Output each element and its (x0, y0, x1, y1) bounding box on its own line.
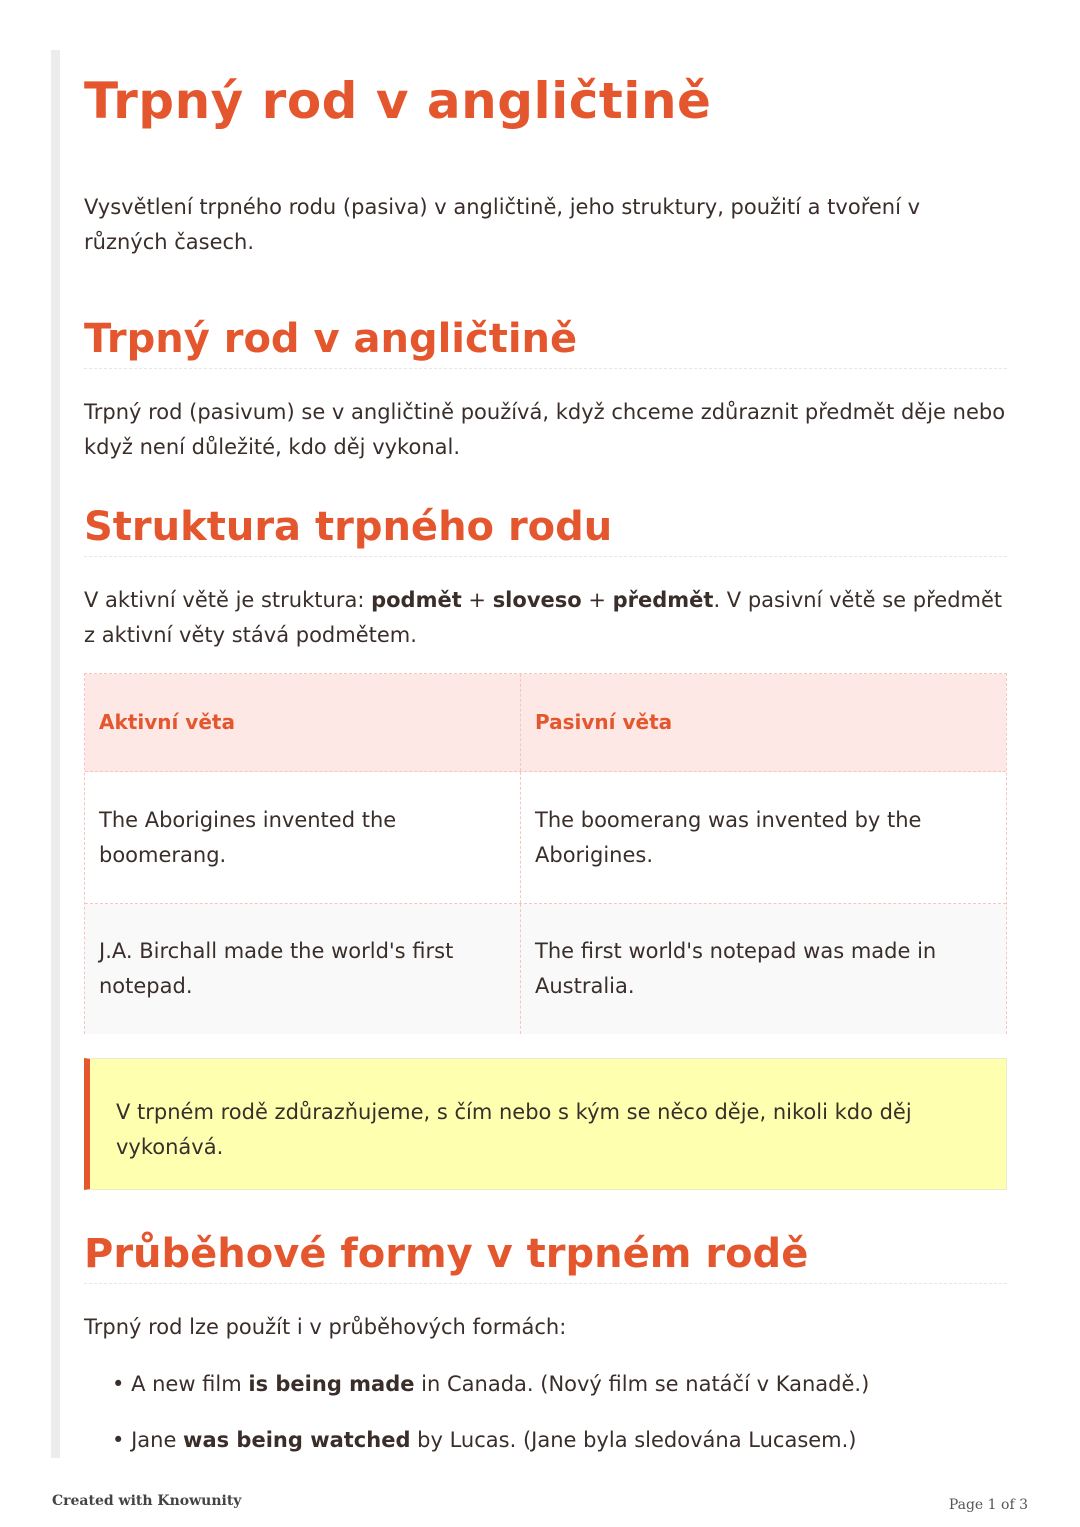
structure-bold-verb: sloveso (492, 588, 582, 612)
table-row (85, 772, 1006, 904)
left-accent-bar (51, 50, 60, 1458)
footer-created-with: Created with Knowunity (52, 1493, 242, 1509)
table-cell: The first world's notepad was made in Australia. (535, 939, 937, 998)
list-item-text: in Canada. (Nový film se natáčí v Kanadě.) (414, 1372, 870, 1396)
structure-text-part: + (461, 588, 493, 612)
page-title: Trpný rod v angličtině (84, 72, 712, 130)
list-item-text: by Lucas. (Jane byla sledována Lucasem.) (410, 1428, 857, 1452)
table-header-row (85, 674, 1006, 772)
section-passive-text: Trpný rod (pasivum) se v angličtině používá, když chceme zdůraznit předmět děje nebo když není důležité, kdo děj vykonal. (84, 400, 1006, 459)
footer-page-number: Page 1 of 3 (948, 1497, 1028, 1513)
section-progressive-text: Trpný rod lze použít i v průběhových formách: (84, 1315, 567, 1339)
table-cell: J.A. Birchall made the world's first notepad. (85, 904, 521, 1034)
highlight-note: V trpném rodě zdůrazňujeme, s čím nebo s kým se něco děje, nikoli kdo děj vykonává. (84, 1058, 1007, 1190)
section-heading-structure: Struktura trpného rodu (84, 504, 1007, 557)
comparison-table (84, 673, 1007, 1034)
structure-text-part: + (581, 588, 613, 612)
structure-text-part: . V pasivní větě se předmět z aktivní věty stává podmětem. (84, 588, 1003, 647)
list-item-bold: was being watched (183, 1428, 411, 1452)
list-item-text: A new film (124, 1372, 249, 1396)
example-list (112, 1367, 992, 1479)
list-item (112, 1423, 992, 1458)
structure-bold-object: předmět (612, 588, 714, 612)
section-heading-passive: Trpný rod v angličtině (84, 316, 1007, 369)
table-header-passive: Pasivní věta (535, 710, 673, 734)
table-cell: The boomerang was invented by the Aborigines. (535, 807, 922, 867)
table-header-active: Aktivní věta (85, 674, 521, 771)
list-item-bold: is being made (248, 1372, 415, 1396)
intro-paragraph: Vysvětlení trpného rodu (pasiva) v angličtině, jeho struktury, použití a tvoření v různých časech. (84, 195, 921, 254)
structure-bold-subject: podmět (371, 588, 462, 612)
structure-text-part: V aktivní větě je struktura: (84, 588, 372, 612)
bullet-icon: • (112, 1372, 125, 1396)
section-heading-progressive: Průběhové formy v trpném rodě (84, 1231, 1007, 1284)
section-structure-text (84, 583, 1007, 653)
bullet-icon: • (112, 1428, 125, 1452)
list-item (112, 1367, 992, 1402)
table-row (85, 904, 1006, 1034)
table-cell: The Aborigines invented the boomerang. (85, 772, 521, 903)
list-item-text: Jane (124, 1428, 184, 1452)
